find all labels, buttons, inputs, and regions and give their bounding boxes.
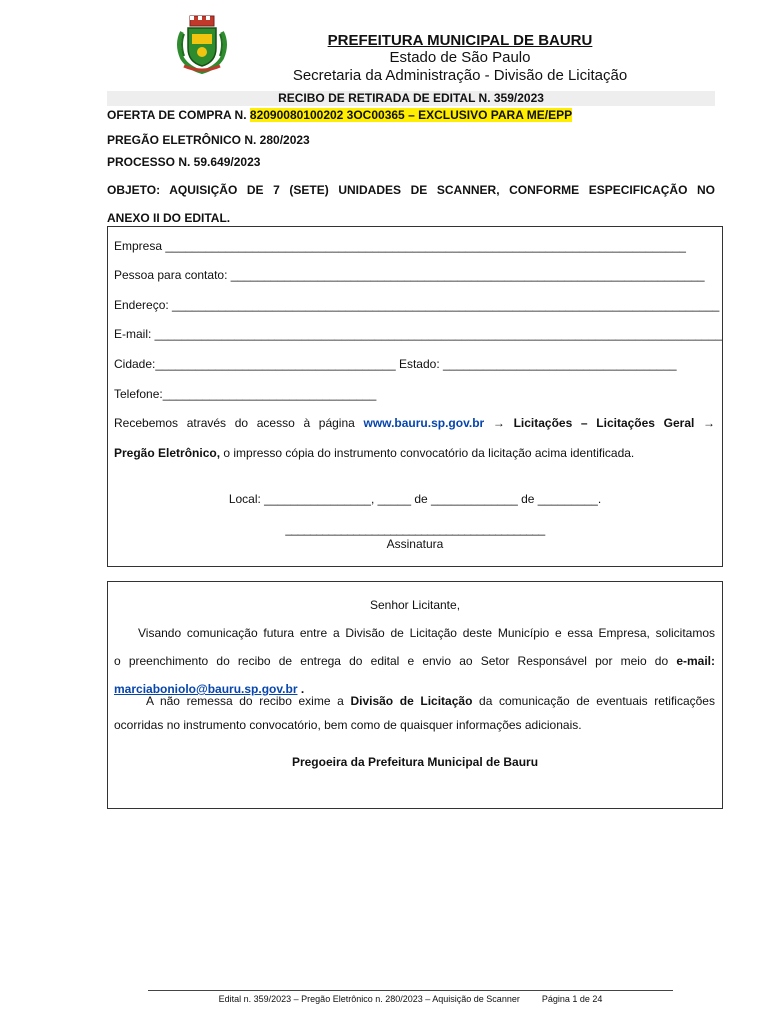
notice-line-3: marciaboniolo@bauru.sp.gov.br .	[114, 682, 305, 696]
pregao-line: PREGÃO ELETRÔNICO N. 280/2023	[107, 133, 310, 147]
bauru-site-link[interactable]: www.bauru.sp.gov.br	[363, 416, 485, 430]
notice-p2-line-2: ocorridas no instrumento convocatório, bem como de quaisquer informações adicionais.	[114, 718, 582, 732]
received-line-2: Pregão Eletrônico, o impresso cópia do instrumento convocatório da licitação acima identificada.	[114, 446, 635, 460]
notice-paragraph-2	[114, 689, 715, 737]
objeto-line-2: ANEXO II DO EDITAL.	[107, 211, 231, 225]
signature-line: __________________________________________	[285, 522, 545, 536]
state-subtitle: Estado de São Paulo	[389, 49, 531, 66]
received-line-1: Recebemos através do acesso à página www.bauru.sp.gov.br → Licitações – Licitações Geral →	[114, 416, 715, 430]
local-date-line[interactable]: Local: ________________, _____ de _____________ de _________.	[228, 492, 602, 506]
received-paragraph	[114, 408, 715, 468]
processo-line: PROCESSO N. 59.649/2023	[107, 155, 261, 169]
objeto-paragraph	[107, 176, 715, 232]
cidade-estado-field[interactable]: Cidade:____________________________________ Estado: ___________________________________	[114, 357, 677, 371]
page-number: Página 1 de 24	[541, 994, 603, 1004]
signoff: Pregoeira da Prefeitura Municipal de Bauru	[291, 755, 539, 769]
notice-line-1: Visando comunicação futura entre a Divisão de Licitação deste Município e essa Empresa, solicitamos	[138, 626, 715, 640]
oferta-line	[107, 108, 572, 122]
footer-divider	[148, 990, 673, 991]
oferta-label: OFERTA DE COMPRA N.	[107, 108, 247, 122]
email-link[interactable]: marciaboniolo@bauru.sp.gov.br	[114, 682, 298, 696]
telefone-field[interactable]: Telefone:________________________________	[114, 387, 377, 401]
email-field[interactable]: E-mail: _____________________________________________________________________________________	[114, 327, 722, 341]
receipt-title: RECIBO DE RETIRADA DE EDITAL N. 359/2023	[278, 91, 544, 105]
oferta-number: 82090080100202 3OC00365	[249, 108, 405, 122]
footer-text: Edital n. 359/2023 – Pregão Eletrônico n. 280/2023 – Aquisição de Scanner	[218, 994, 520, 1004]
objeto-line-1: OBJETO: AQUISIÇÃO DE 7 (SETE) UNIDADES DE SCANNER, CONFORME ESPECIFICAÇÃO NO	[107, 183, 715, 197]
department-subtitle: Secretaria da Administração - Divisão de Licitação	[292, 67, 628, 84]
notice-p2-line-1: A não remessa do recibo exime a Divisão de Licitação da comunicação de eventuais retificações	[146, 694, 715, 708]
signature-label: Assinatura	[386, 537, 444, 551]
oferta-suffix: – EXCLUSIVO PARA ME/EPP	[405, 108, 572, 122]
greeting: Senhor Licitante,	[369, 598, 461, 612]
contato-field[interactable]: Pessoa para contato: _______________________________________________________________________	[114, 268, 705, 282]
endereco-field[interactable]: Endereço: __________________________________________________________________________________	[114, 298, 720, 312]
empresa-field[interactable]: Empresa ______________________________________________________________________________	[114, 239, 686, 253]
notice-line-2: o preenchimento do recibo de entrega do edital e envio ao Setor Responsável por meio do e-mail:	[114, 654, 715, 668]
page-footer	[148, 994, 673, 1004]
page-title: PREFEITURA MUNICIPAL DE BAURU	[327, 32, 593, 49]
